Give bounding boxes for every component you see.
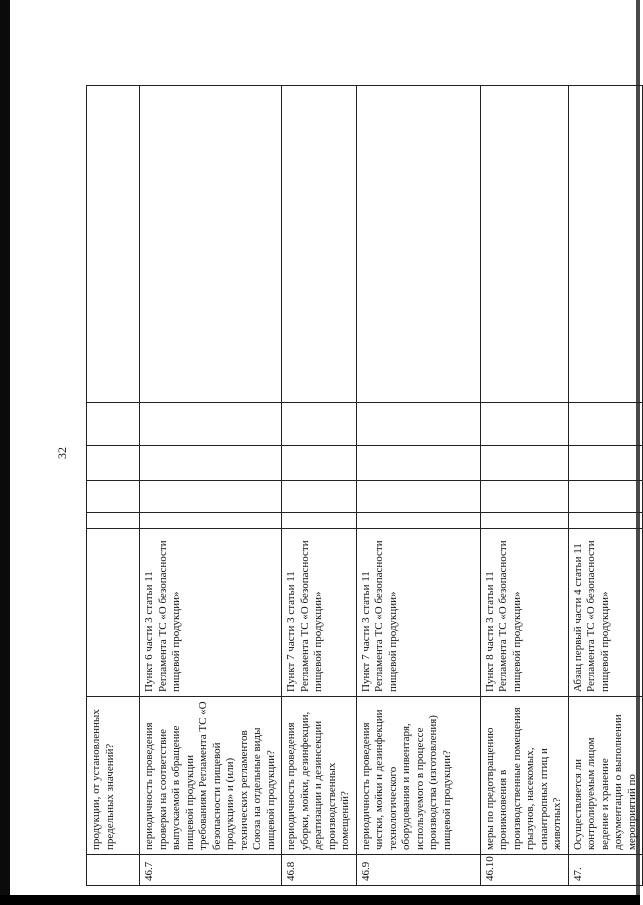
answer-cell bbox=[282, 403, 357, 446]
reference-cell bbox=[87, 529, 140, 697]
table-row bbox=[568, 86, 643, 886]
rotated-table-layer bbox=[86, 86, 638, 886]
answer-cell bbox=[356, 403, 480, 446]
row-number-cell: 47. bbox=[568, 855, 643, 886]
question-cell: периодичность проведения чистки, мойки и дезинфекции технологического оборудования и инвентаря, используемого в процессе производства (изготовления) пищевой продукции? bbox=[356, 697, 480, 855]
reference-cell: Абзац первый части 4 статьи 11 Регламента ТС «О безопасности пищевой продукции» bbox=[568, 529, 643, 697]
table-row bbox=[282, 86, 357, 886]
answer-cell bbox=[356, 481, 480, 513]
question-cell: периодичность проведения уборки, мойки, дезинфекции, дератизации и дезинсекции производственных помещений? bbox=[282, 697, 357, 855]
reference-cell: Пункт 7 части 3 статьи 11 Регламента ТС «О безопасности пищевой продукции» bbox=[282, 529, 357, 697]
question-cell: Осуществляется ли контролируемым лицом ведение и хранение документации о выполнении мероприятий по bbox=[568, 697, 643, 855]
row-number-cell: 46.9 bbox=[356, 855, 480, 886]
reference-cell: Пункт 7 части 3 статьи 11 Регламента ТС «О безопасности пищевой продукции» bbox=[356, 529, 480, 697]
checklist-table bbox=[86, 85, 643, 886]
table-row bbox=[356, 86, 480, 886]
answer-cell bbox=[480, 403, 568, 446]
answer-cell bbox=[282, 513, 357, 529]
answer-cell bbox=[140, 513, 282, 529]
page-number: 32 bbox=[55, 447, 69, 459]
notes-cell bbox=[568, 86, 643, 403]
notes-cell bbox=[140, 86, 282, 403]
scan-edge-left bbox=[0, 0, 10, 905]
table-row bbox=[140, 86, 282, 886]
answer-cell bbox=[282, 481, 357, 513]
question-cell: продукции, от установленных предельных значений? bbox=[87, 697, 140, 855]
answer-cell bbox=[356, 513, 480, 529]
notes-cell bbox=[356, 86, 480, 403]
question-cell: меры по предотвращению проникновения в производственные помещения грызунов, насекомых, синантропных птиц и животных? bbox=[480, 697, 568, 855]
answer-cell bbox=[568, 513, 643, 529]
answer-cell bbox=[480, 481, 568, 513]
answer-cell bbox=[568, 481, 643, 513]
notes-cell bbox=[87, 86, 140, 403]
row-number-cell bbox=[87, 855, 140, 886]
answer-cell bbox=[140, 403, 282, 446]
answer-cell bbox=[87, 481, 140, 513]
scan-edge-bottom bbox=[0, 895, 640, 905]
reference-cell: Пункт 8 части 3 статьи 11 Регламента ТС «О безопасности пищевой продукции» bbox=[480, 529, 568, 697]
answer-cell bbox=[87, 446, 140, 481]
table-row bbox=[480, 86, 568, 886]
answer-cell bbox=[480, 446, 568, 481]
answer-cell bbox=[356, 446, 480, 481]
row-number-cell: 46.8 bbox=[282, 855, 357, 886]
answer-cell bbox=[87, 513, 140, 529]
table-row bbox=[87, 86, 140, 886]
question-cell: периодичность проведения проверки на соответствие выпускаемой в обращение пищевой продукции требованиям Регламента ТС «О безопасности пищевой продукции» и (или) технических регламентов Союза на отдельные виды пищевой продукции? bbox=[140, 697, 282, 855]
answer-cell bbox=[480, 513, 568, 529]
row-number-cell: 46.10 bbox=[480, 855, 568, 886]
notes-cell bbox=[480, 86, 568, 403]
answer-cell bbox=[282, 446, 357, 481]
reference-cell: Пункт 6 части 3 статьи 11 Регламента ТС «О безопасности пищевой продукции» bbox=[140, 529, 282, 697]
notes-cell bbox=[282, 86, 357, 403]
table-viewport bbox=[86, 86, 638, 886]
answer-cell bbox=[568, 446, 643, 481]
row-number-cell: 46.7 bbox=[140, 855, 282, 886]
answer-cell bbox=[87, 403, 140, 446]
answer-cell bbox=[140, 446, 282, 481]
answer-cell bbox=[568, 403, 643, 446]
answer-cell bbox=[140, 481, 282, 513]
